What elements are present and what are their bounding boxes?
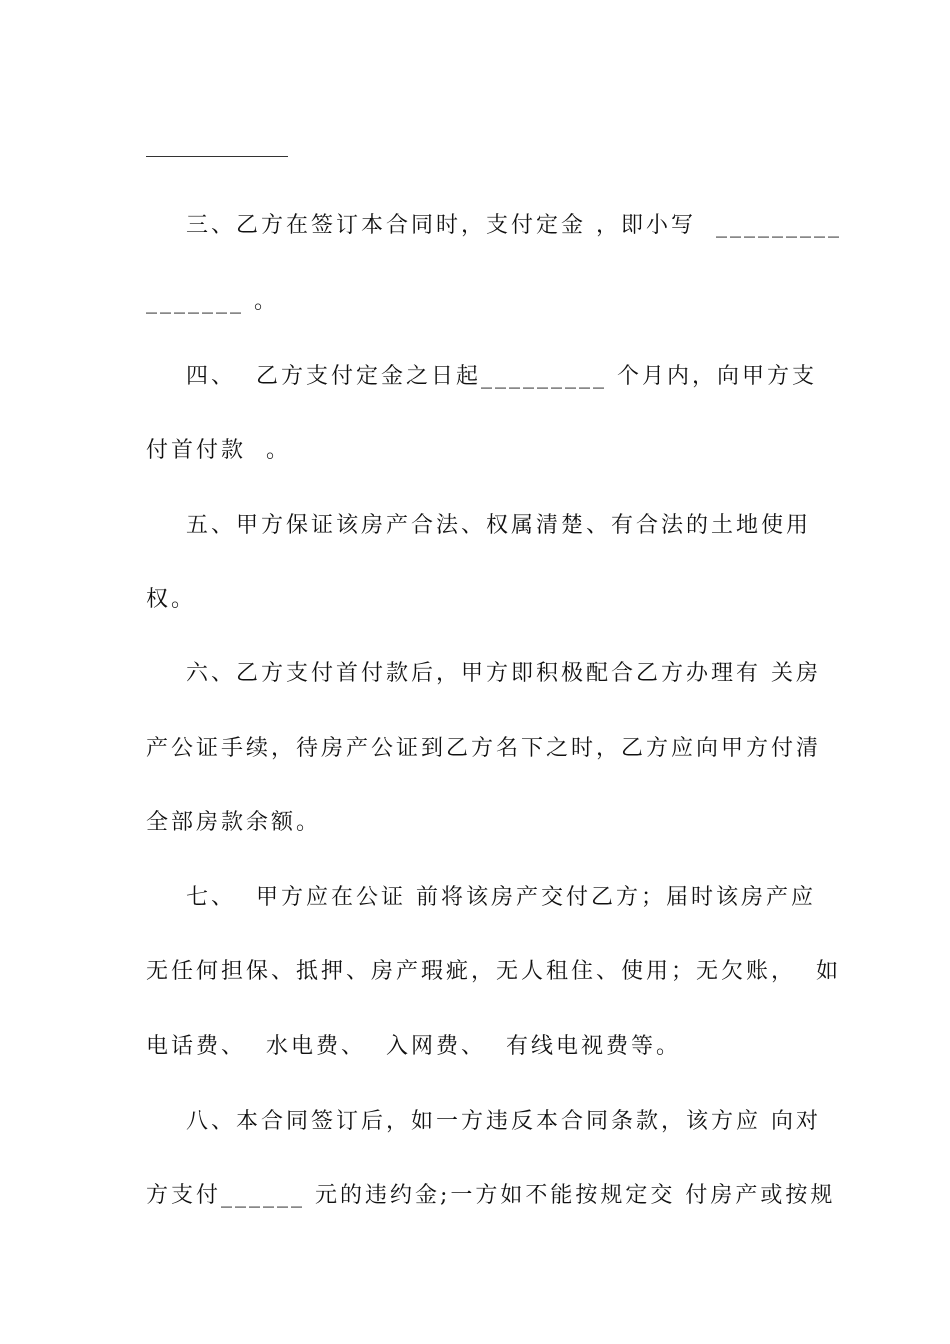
paragraph-4-line-1: 四、 乙方支付定金之日起_________ 个月内，向甲方支 xyxy=(146,364,817,389)
paragraph-6-line-3: 全部房款余额。 xyxy=(146,810,322,835)
paragraph-7-line-2: 无任何担保、抵押、房产瑕疵，无人租住、使用；无欠账， 如 xyxy=(146,959,841,984)
paragraph-6-line-2: 产公证手续，待房产公证到乙方名下之时，乙方应向甲方付清 xyxy=(146,736,822,761)
paragraph-8-line-2: 方支付______ 元的违约金;一方如不能按规定交 付房产或按规 xyxy=(146,1183,836,1208)
paragraph-7-line-3: 电话费、 水电费、 入网费、 有线电视费等。 xyxy=(146,1034,681,1059)
paragraph-7-line-1: 七、 甲方应在公证 前将该房产交付乙方；届时该房产应 xyxy=(146,885,816,910)
paragraph-4-line-2: 付首付款 。 xyxy=(146,438,291,463)
paragraph-6-line-1: 六、乙方支付首付款后，甲方即积极配合乙方办理有 关房 xyxy=(146,661,821,686)
paragraph-5-line-1: 五、甲方保证该房产合法、权属清楚、有合法的土地使用 xyxy=(146,513,811,538)
paragraph-8-line-1: 八、本合同签订后，如一方违反本合同条款，该方应 向对 xyxy=(146,1109,821,1134)
paragraph-5-line-2: 权。 xyxy=(146,587,197,612)
blank-underline xyxy=(146,156,288,157)
paragraph-3-line-1: 三、乙方在签订本合同时，支付定金 ，即小写 _________ xyxy=(146,213,842,238)
paragraph-3-line-2: _______ 。 xyxy=(146,289,279,314)
